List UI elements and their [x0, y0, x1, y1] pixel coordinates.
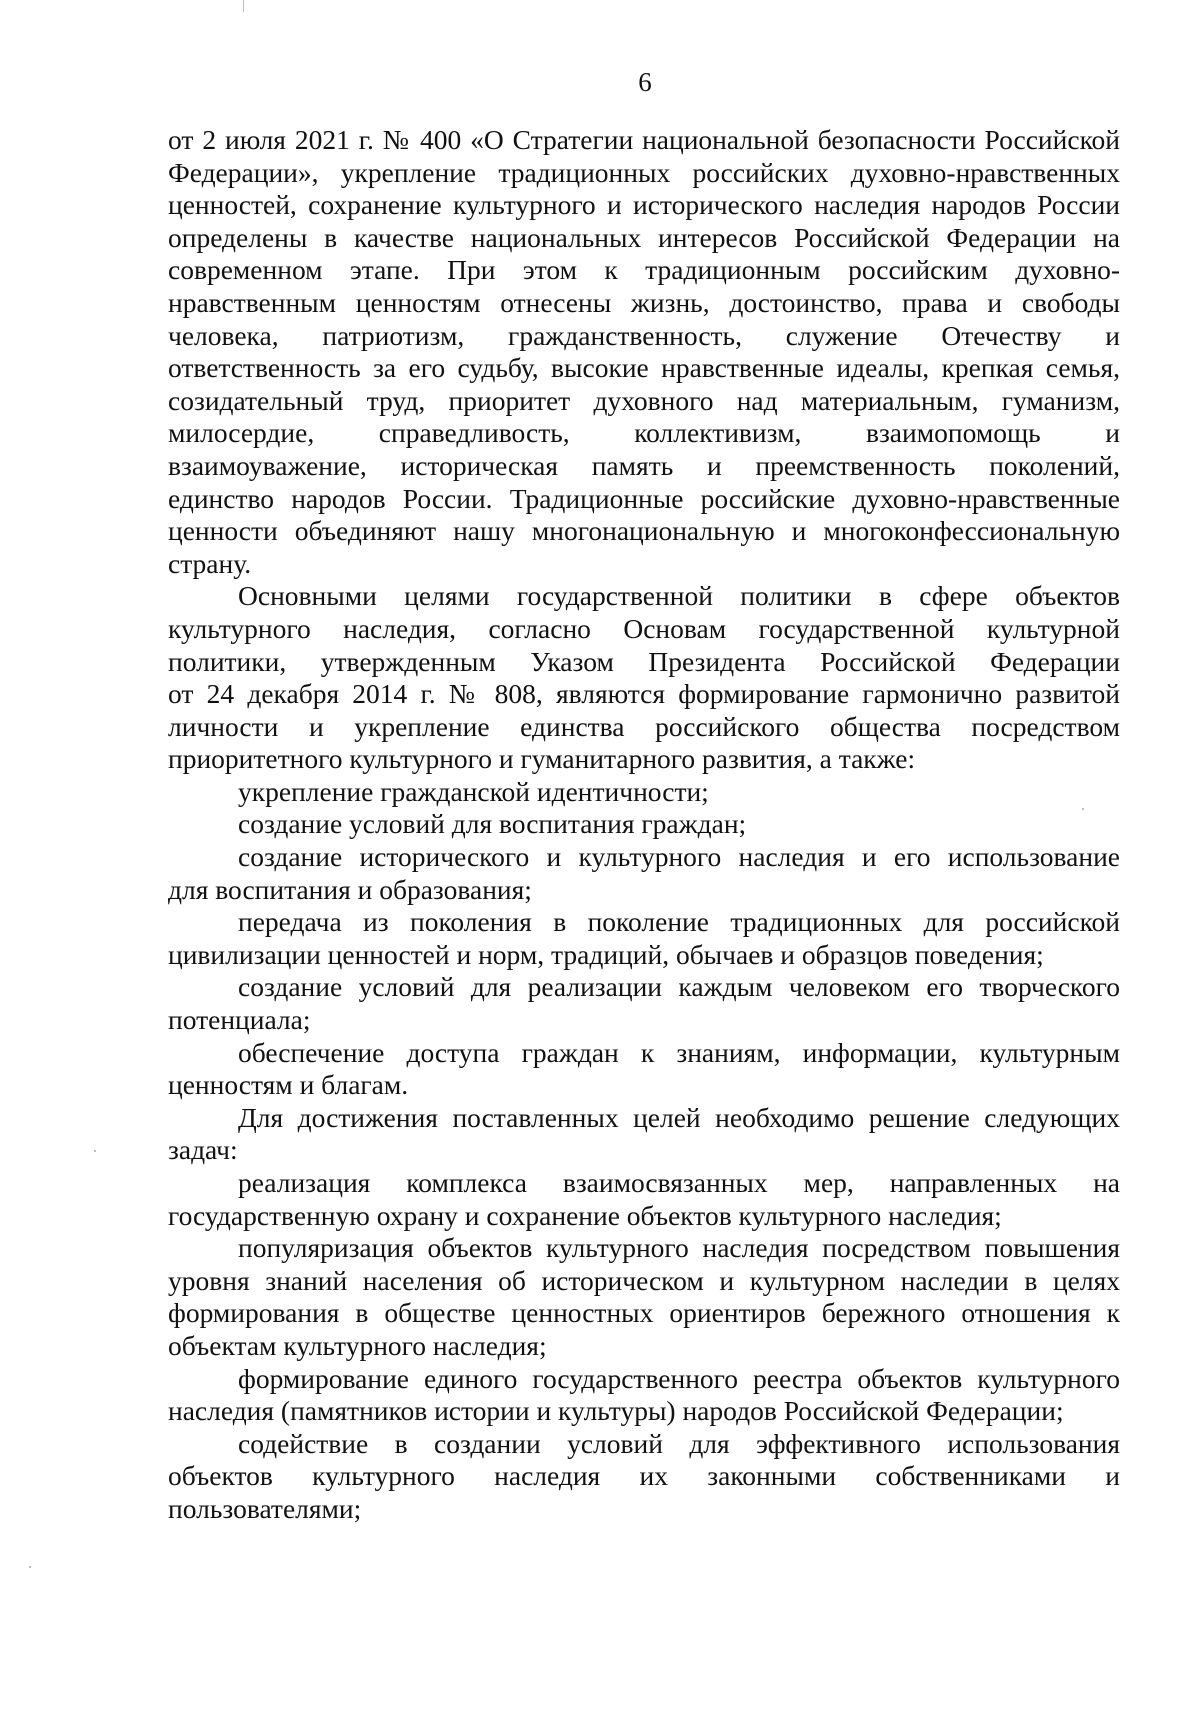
text-line: милосердие, справедливость, коллективизм, взаимопомощь и [168, 417, 1120, 449]
paragraph [168, 1428, 1120, 1526]
text-line: единство народов России. Традиционные российские духовно-нравственные [168, 482, 1120, 514]
text-line: определены в качестве национальных интересов Российской Федерации на [168, 221, 1120, 253]
text-line: формирование единого государственного реестра объектов культурного [238, 1362, 1120, 1394]
text-line: от 24 декабря 2014 г. № 808, являются формирование гармонично развитой [168, 678, 1120, 710]
text-line: Федерации», укрепление традиционных российских духовно-нравственных [168, 156, 1120, 188]
text-line: современном этапе. При этом к традиционным российским духовно- [168, 254, 1120, 286]
text-line: приоритетного культурного и гуманитарного развития, а также: [168, 743, 916, 775]
text-line: передача из поколения в поколение традиционных для российской [238, 906, 1120, 938]
text-line: ценностей, сохранение культурного и исторического наследия народов России [168, 189, 1120, 221]
paragraph [168, 1363, 1120, 1428]
text-line: укрепление гражданской идентичности; [238, 775, 709, 807]
text-line: задач: [168, 1134, 238, 1166]
text-line: потенциала; [168, 1004, 311, 1036]
text-line: Основными целями государственной политики в сфере объектов [238, 580, 1120, 612]
text-line: содействие в создании условий для эффективного использования [238, 1427, 1120, 1459]
paragraph [168, 124, 1120, 580]
document-body [168, 124, 1120, 1526]
paragraph [168, 808, 1120, 841]
text-line: страну. [168, 547, 252, 579]
text-line: создание условий для реализации каждым человеком его творческого [238, 971, 1120, 1003]
text-line: для воспитания и образования; [168, 873, 532, 905]
text-line: реализация комплекса взаимосвязанных мер, направленных на [238, 1167, 1120, 1198]
text-line: человека, патриотизм, гражданственность, служение Отечеству и [168, 319, 1120, 351]
paragraph [168, 841, 1120, 906]
text-line: обеспечение доступа граждан к знаниям, информации, культурным [238, 1036, 1120, 1068]
text-line: пользователями; [168, 1492, 362, 1524]
text-line: уровня знаний населения об историческом и культурном наследии в целях [168, 1264, 1120, 1296]
text-line: ценностям и благам. [168, 1069, 409, 1101]
text-line: создание исторического и культурного наследия и его использование [238, 841, 1120, 873]
page-number: 6 [638, 67, 652, 97]
text-line: ответственность за его судьбу, высокие нравственные идеалы, крепкая семья, [168, 352, 1120, 384]
paragraph [168, 1102, 1120, 1167]
text-line: создание условий для воспитания граждан; [238, 808, 747, 840]
text-line: от 2 июля 2021 г. № 400 «О Стратегии национальной безопасности Российской [168, 124, 1120, 155]
text-line: культурного наследия, согласно Основам государственной культурной [168, 612, 1120, 644]
text-line: нравственным ценностям отнесены жизнь, достоинство, права и свободы [168, 286, 1120, 318]
text-line: ценности объединяют нашу многонациональную и многоконфессиональную [168, 515, 1120, 547]
text-line: популяризация объектов культурного наследия посредством повышения [238, 1232, 1120, 1264]
text-line: Для достижения поставленных целей необходимо решение следующих [238, 1101, 1120, 1133]
scan-artifact-top [243, 0, 244, 12]
scan-artifact-left [94, 1150, 96, 1152]
paragraph [168, 1232, 1120, 1362]
paragraph [168, 971, 1120, 1036]
paragraph [168, 580, 1120, 776]
paragraph [168, 906, 1120, 971]
text-line: личности и укрепление единства российского общества посредством [168, 710, 1120, 742]
text-line: наследия (памятников истории и культуры) народов Российской Федерации; [168, 1395, 1064, 1427]
paragraph [168, 1167, 1120, 1232]
scan-artifact-left-bottom [29, 1566, 31, 1568]
paragraph [168, 1037, 1120, 1102]
text-line: политики, утвержденным Указом Президента Российской Федерации [168, 645, 1120, 677]
text-line: объектов культурного наследия их законными собственниками и [168, 1460, 1120, 1492]
text-line: формирования в обществе ценностных ориентиров бережного отношения к [168, 1297, 1120, 1329]
text-line: государственную охрану и сохранение объектов культурного наследия; [168, 1199, 1002, 1231]
text-line: взаимоуважение, историческая память и преемственность поколений, [168, 449, 1120, 481]
text-line: созидательный труд, приоритет духовного над материальным, гуманизм, [168, 384, 1120, 416]
text-line: объектам культурного наследия; [168, 1329, 547, 1361]
paragraph [168, 776, 1120, 809]
text-line: цивилизации ценностей и норм, традиций, обычаев и образцов поведения; [168, 938, 1044, 970]
